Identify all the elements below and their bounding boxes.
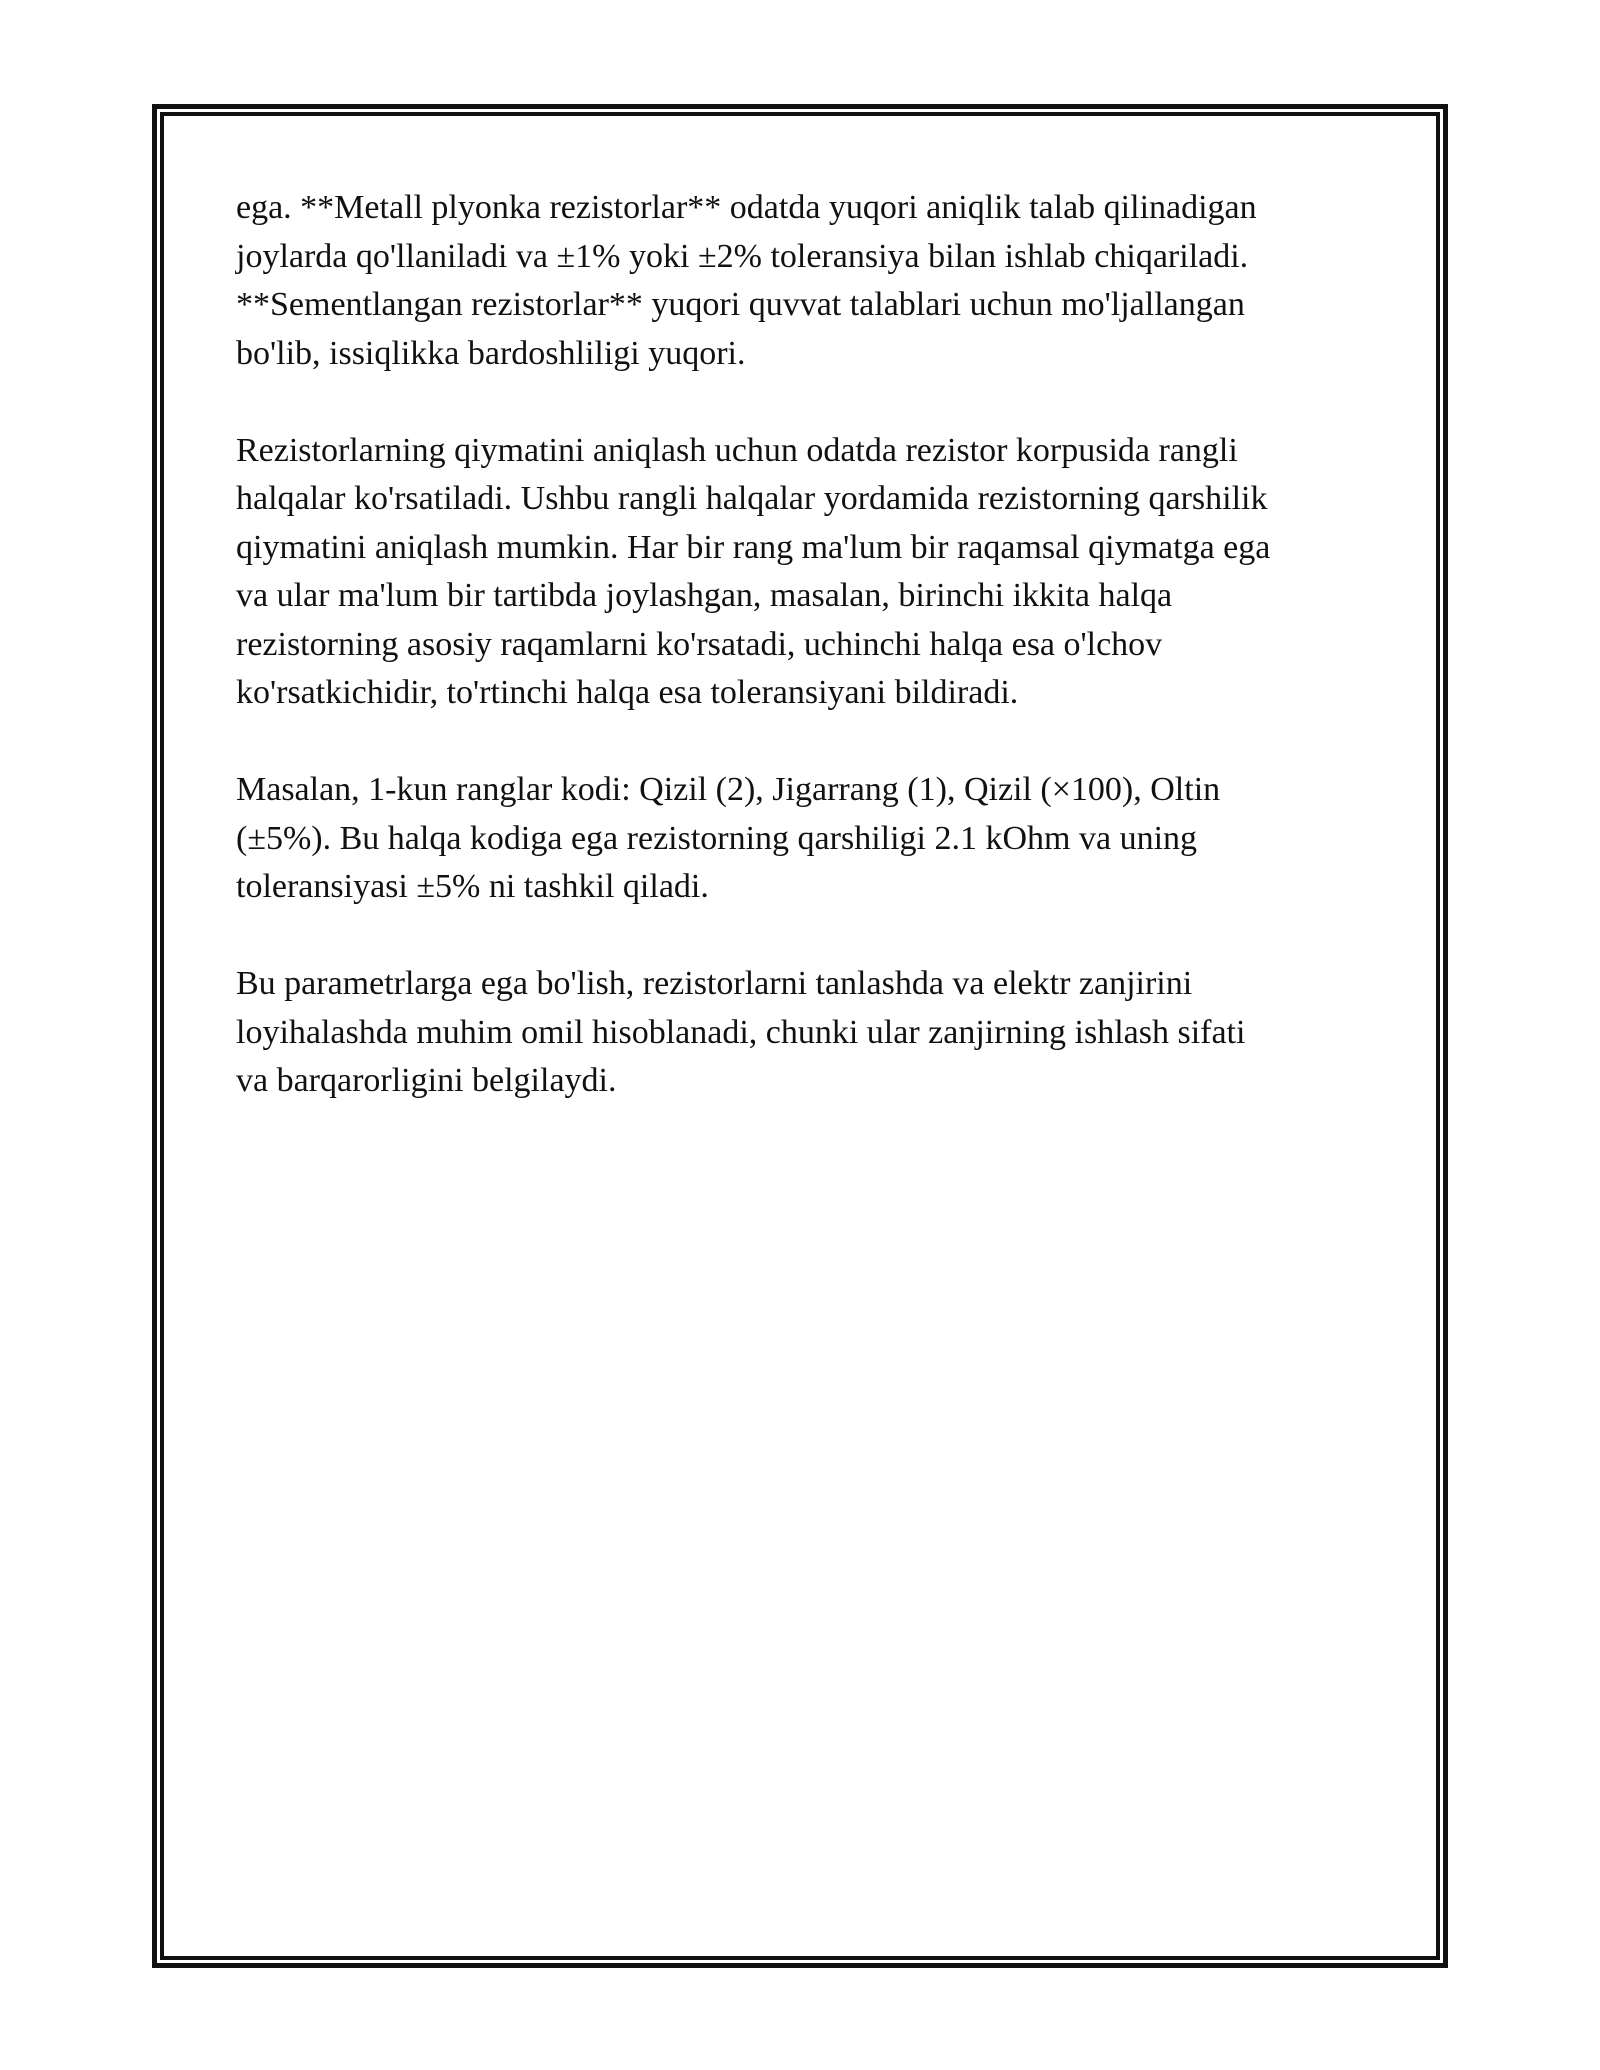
text-line: Masalan, 1-kun ranglar kodi: Qizil (2), Jigarrang (1), Qizil (×100), Oltin xyxy=(236,771,1221,808)
text-line: rezistorning asosiy raqamlarni ko'rsatadi, uchinchi halqa esa o'lchov xyxy=(236,625,1163,663)
text-line: qiymatini aniqlash mumkin. Har bir rang ma'lum bir raqamsal qiymatga ega xyxy=(236,528,1271,566)
text-line: ega. **Metall plyonka rezistorlar** odatda yuqori aniqlik talab qilinadigan xyxy=(236,189,1257,226)
text-line: ko'rsatkichidir, to'rtinchi halqa esa toleransiyani bildiradi. xyxy=(236,674,1019,711)
text-line: halqalar ko'rsatiladi. Ushbu rangli halqalar yordamida rezistorning qarshilik xyxy=(236,480,1268,517)
paragraph-conclusion xyxy=(236,960,1366,1106)
text-line: bo'lib, issiqlikka bardoshliligi yuqori. xyxy=(236,334,746,372)
text-line: Rezistorlarning qiymatini aniqlash uchun odatda rezistor korpusida rangli xyxy=(236,431,1238,469)
paragraph-color-bands xyxy=(236,427,1366,718)
paragraph-color-code-example xyxy=(236,766,1366,912)
paragraph-metal-film-resistors xyxy=(236,184,1366,378)
text-line: (±5%). Bu halqa kodiga ega rezistorning qarshiligi 2.1 kOhm va uning xyxy=(236,819,1198,857)
text-line: **Sementlangan rezistorlar** yuqori quvvat talablari uchun mo'ljallangan xyxy=(236,286,1245,323)
text-line: loyihalashda muhim omil hisoblanadi, chunki ular zanjirning ishlash sifati xyxy=(236,1013,1246,1051)
document-body xyxy=(236,184,1366,1154)
text-line: joylarda qo'llaniladi va ±1% yoki ±2% toleransiya bilan ishlab chiqariladi. xyxy=(236,237,1249,275)
text-line: va barqarorligini belgilaydi. xyxy=(236,1062,617,1099)
text-line: va ular ma'lum bir tartibda joylashgan, masalan, birinchi ikkita halqa xyxy=(236,577,1173,614)
text-line: toleransiyasi ±5% ni tashkil qiladi. xyxy=(236,868,709,905)
text-line: Bu parametrlarga ega bo'lish, rezistorlarni tanlashda va elektr zanjirini xyxy=(236,965,1193,1002)
